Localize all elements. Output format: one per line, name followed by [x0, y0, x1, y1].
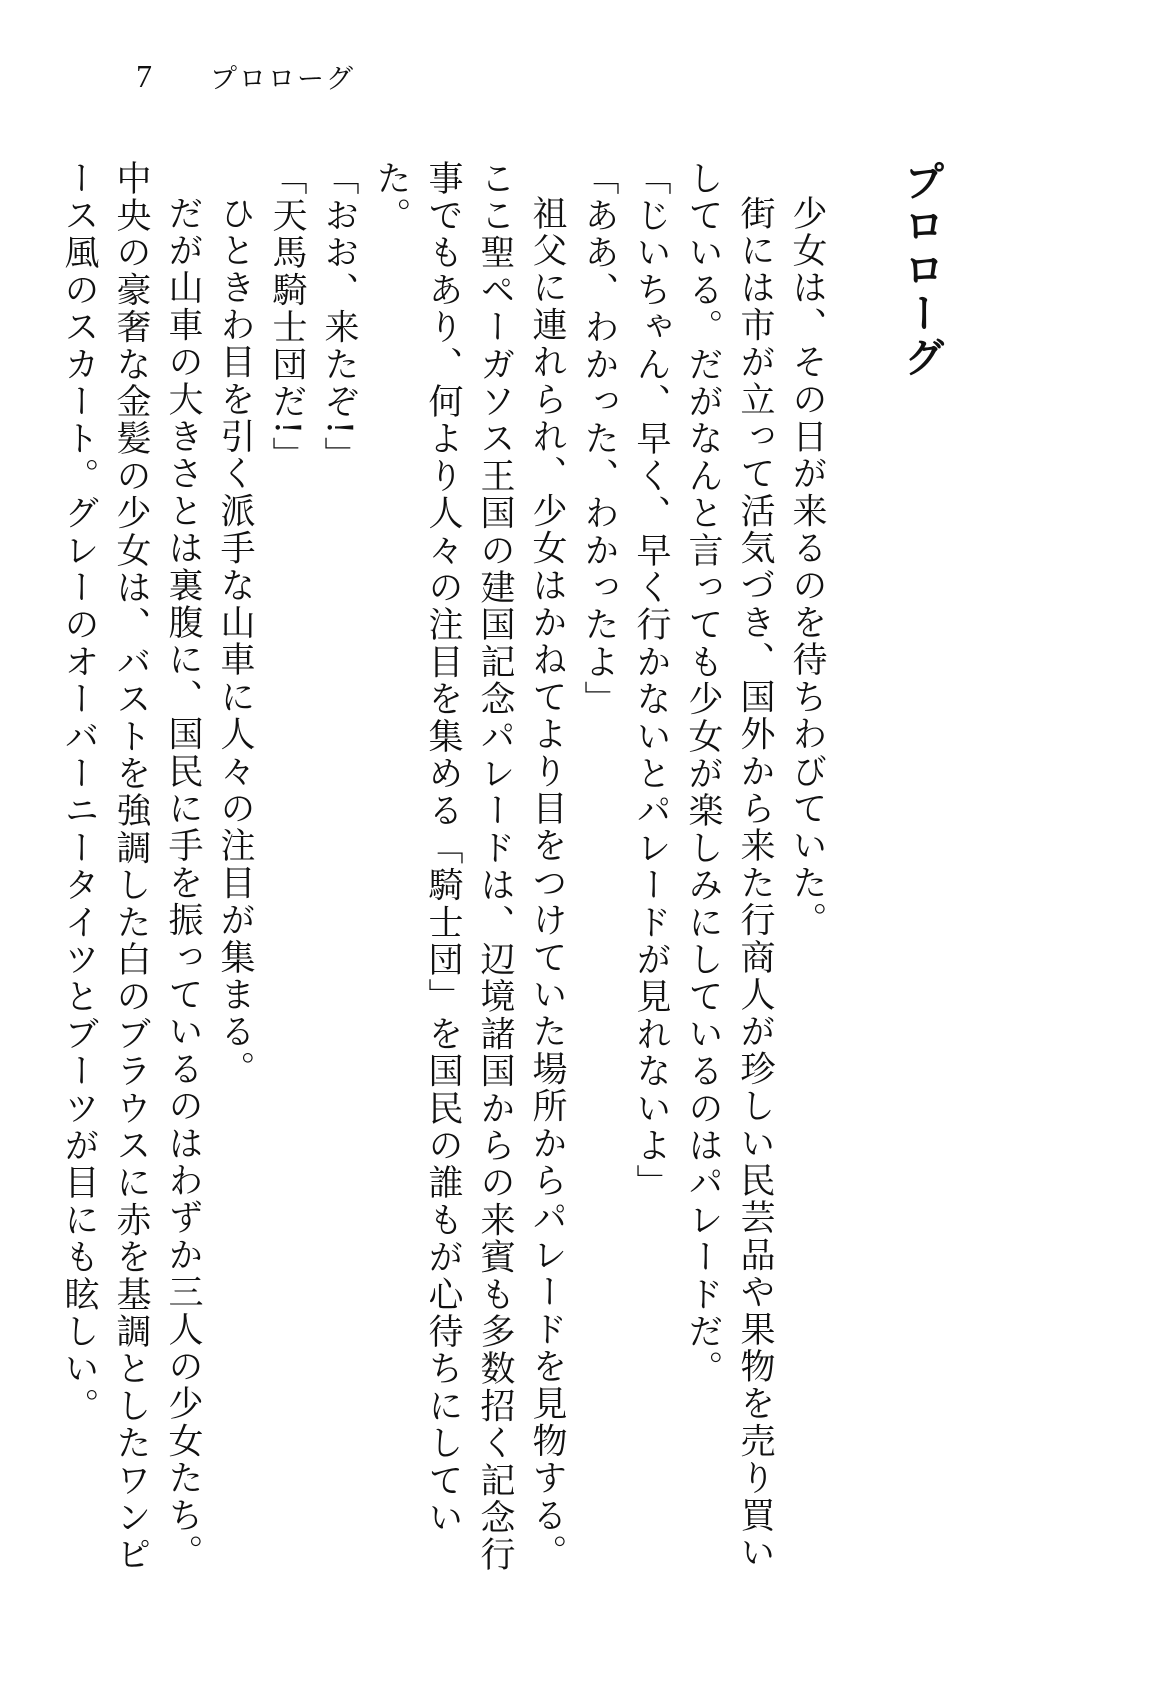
dialogue-line: 「天馬騎士団だ!」: [267, 160, 307, 474]
paragraph: だが山車の大きさとは裏腹に、国民に手を振っているのはわずか三人の少女たち。中央の豪奢な金髪の少女は、バストを強調した白のブラウスに赤を基調としたワンピース風のスカート。グレーのオーバーニータイツとブーツが目にも眩しい。: [59, 160, 203, 1574]
running-title: プロローグ: [210, 63, 355, 94]
paragraph: 祖父に連れられ、少女はかねてより目をつけていた場所からパレードを見物する。ここ聖ペーガソス王国の建国記念パレードは、辺境諸国からの来賓も多数招く記念行事でもあり、何より人々の注目を集める「騎士団」を国民の誰もが心待ちにしていた。: [371, 160, 567, 1574]
dialogue-line: 「じいちゃん、早く、早く行かないとパレードが見れないよ」: [631, 160, 671, 1202]
paragraph: 少女は、その日が来るのを待ちわびていた。: [787, 195, 827, 939]
page-number: 7: [136, 57, 152, 94]
dialogue-line: 「おお、来たぞ!」: [319, 160, 359, 474]
body-text: [53, 160, 833, 1580]
dialogue-line: 「ああ、わかった、わかったよ」: [579, 160, 619, 718]
chapter-title: プロローグ: [897, 160, 945, 380]
paragraph: ひときわ目を引く派手な山車に人々の注目が集まる。: [215, 195, 255, 1088]
paragraph: 街には市が立って活気づき、国外から来た行商人が珍しい民芸品や果物を売り買いしている。だがなんと言っても少女が楽しみにしているのはパレードだ。: [683, 160, 775, 1572]
page-header: [136, 56, 355, 96]
